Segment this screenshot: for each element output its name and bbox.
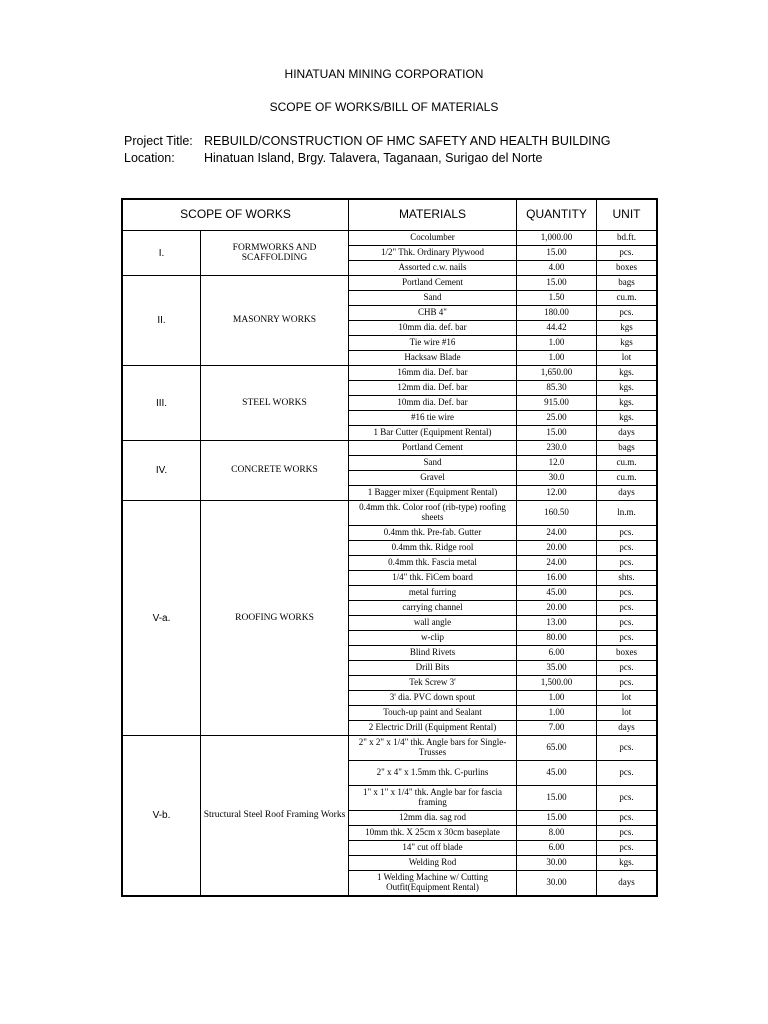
project-title-value: REBUILD/CONSTRUCTION OF HMC SAFETY AND HEALTH BUILDING [204, 134, 611, 148]
unit-cell: cu.m. [597, 456, 657, 471]
material-cell: wall angle [349, 616, 517, 631]
header-quantity: QUANTITY [517, 200, 597, 231]
unit-cell: bags [597, 276, 657, 291]
material-cell: Touch-up paint and Sealant [349, 706, 517, 721]
table-row [123, 441, 657, 456]
quantity-cell: 12.00 [517, 486, 597, 501]
quantity-cell: 45.00 [517, 761, 597, 786]
material-cell: Welding Rod [349, 856, 517, 871]
table-row [123, 736, 657, 761]
material-cell: Drill Bits [349, 661, 517, 676]
quantity-cell: 24.00 [517, 556, 597, 571]
section-name: STEEL WORKS [201, 366, 349, 441]
table-body [123, 231, 657, 896]
quantity-cell: 20.00 [517, 601, 597, 616]
material-cell: 12mm dia. sag rod [349, 811, 517, 826]
project-title-row [124, 134, 611, 148]
unit-cell: boxes [597, 261, 657, 276]
material-cell: 3' dia. PVC down spout [349, 691, 517, 706]
header-unit: UNIT [597, 200, 657, 231]
unit-cell: ln.m. [597, 501, 657, 526]
section-name: CONCRETE WORKS [201, 441, 349, 501]
quantity-cell: 80.00 [517, 631, 597, 646]
material-cell: 2" x 2" x 1/4" thk. Angle bars for Single-Trusses [349, 736, 517, 761]
quantity-cell: 1.00 [517, 691, 597, 706]
quantity-cell: 30.00 [517, 856, 597, 871]
quantity-cell: 85.30 [517, 381, 597, 396]
quantity-cell: 1,000.00 [517, 231, 597, 246]
material-cell: 0.4mm thk. Ridge rool [349, 541, 517, 556]
material-cell: 1 Welding Machine w/ Cutting Outfit(Equipment Rental) [349, 871, 517, 896]
unit-cell: cu.m. [597, 291, 657, 306]
quantity-cell: 8.00 [517, 826, 597, 841]
quantity-cell: 20.00 [517, 541, 597, 556]
unit-cell: lot [597, 691, 657, 706]
unit-cell: days [597, 721, 657, 736]
quantity-cell: 1.00 [517, 706, 597, 721]
material-cell: Portland Cement [349, 276, 517, 291]
unit-cell: kgs. [597, 411, 657, 426]
section-name: Structural Steel Roof Framing Works [201, 736, 349, 896]
unit-cell: lot [597, 351, 657, 366]
material-cell: Assorted c.w. nails [349, 261, 517, 276]
unit-cell: pcs. [597, 601, 657, 616]
quantity-cell: 24.00 [517, 526, 597, 541]
unit-cell: pcs. [597, 631, 657, 646]
material-cell: 0.4mm thk. Fascia metal [349, 556, 517, 571]
material-cell: CHB 4" [349, 306, 517, 321]
bill-of-materials-table [122, 199, 657, 896]
quantity-cell: 230.0 [517, 441, 597, 456]
unit-cell: kgs. [597, 396, 657, 411]
table-row [123, 501, 657, 526]
quantity-cell: 15.00 [517, 276, 597, 291]
unit-cell: days [597, 871, 657, 896]
unit-cell: pcs. [597, 841, 657, 856]
unit-cell: kgs. [597, 381, 657, 396]
unit-cell: pcs. [597, 616, 657, 631]
quantity-cell: 44.42 [517, 321, 597, 336]
material-cell: 0.4mm thk. Pre-fab. Gutter [349, 526, 517, 541]
material-cell: Blind Rivets [349, 646, 517, 661]
quantity-cell: 30.0 [517, 471, 597, 486]
quantity-cell: 7.00 [517, 721, 597, 736]
unit-cell: pcs. [597, 661, 657, 676]
quantity-cell: 4.00 [517, 261, 597, 276]
section-name: FORMWORKS AND SCAFFOLDING [201, 231, 349, 276]
material-cell: 2 Electric Drill (Equipment Rental) [349, 721, 517, 736]
quantity-cell: 65.00 [517, 736, 597, 761]
material-cell: 12mm dia. Def. bar [349, 381, 517, 396]
company-name: HINATUAN MINING CORPORATION [284, 67, 484, 81]
unit-cell: cu.m. [597, 471, 657, 486]
quantity-cell: 915.00 [517, 396, 597, 411]
material-cell: 1/2" Thk. Ordinary Plywood [349, 246, 517, 261]
unit-cell: pcs. [597, 786, 657, 811]
quantity-cell: 6.00 [517, 841, 597, 856]
header-materials: MATERIALS [349, 200, 517, 231]
section-number: IV. [123, 441, 201, 501]
unit-cell: pcs. [597, 811, 657, 826]
quantity-cell: 25.00 [517, 411, 597, 426]
quantity-cell: 13.00 [517, 616, 597, 631]
table-row [123, 231, 657, 246]
material-cell: Sand [349, 291, 517, 306]
project-title-label: Project Title: [124, 134, 193, 148]
unit-cell: days [597, 486, 657, 501]
material-cell: Sand [349, 456, 517, 471]
quantity-cell: 15.00 [517, 426, 597, 441]
material-cell: 2" x 4" x 1.5mm thk. C-purlins [349, 761, 517, 786]
unit-cell: boxes [597, 646, 657, 661]
table-row [123, 276, 657, 291]
material-cell: Tie wire #16 [349, 336, 517, 351]
quantity-cell: 160.50 [517, 501, 597, 526]
material-cell: 0.4mm thk. Color roof (rib-type) roofing sheets [349, 501, 517, 526]
quantity-cell: 16.00 [517, 571, 597, 586]
quantity-cell: 35.00 [517, 661, 597, 676]
quantity-cell: 15.00 [517, 246, 597, 261]
quantity-cell: 12.0 [517, 456, 597, 471]
unit-cell: pcs. [597, 541, 657, 556]
material-cell: Portland Cement [349, 441, 517, 456]
unit-cell: pcs. [597, 761, 657, 786]
unit-cell: pcs. [597, 246, 657, 261]
unit-cell: lot [597, 706, 657, 721]
table-row [123, 366, 657, 381]
quantity-cell: 15.00 [517, 786, 597, 811]
material-cell: 1 Bagger mixer (Equipment Rental) [349, 486, 517, 501]
unit-cell: kgs. [597, 366, 657, 381]
section-name: ROOFING WORKS [201, 501, 349, 736]
unit-cell: bags [597, 441, 657, 456]
material-cell: 10mm dia. def. bar [349, 321, 517, 336]
quantity-cell: 1,500.00 [517, 676, 597, 691]
material-cell: #16 tie wire [349, 411, 517, 426]
quantity-cell: 15.00 [517, 811, 597, 826]
material-cell: Cocolumber [349, 231, 517, 246]
section-number: II. [123, 276, 201, 366]
material-cell: 1/4" thk. FiCem board [349, 571, 517, 586]
unit-cell: pcs. [597, 676, 657, 691]
unit-cell: pcs. [597, 526, 657, 541]
quantity-cell: 30.00 [517, 871, 597, 896]
unit-cell: pcs. [597, 586, 657, 601]
quantity-cell: 6.00 [517, 646, 597, 661]
unit-cell: pcs. [597, 826, 657, 841]
document-heading: SCOPE OF WORKS/BILL OF MATERIALS [269, 100, 499, 114]
unit-cell: pcs. [597, 306, 657, 321]
unit-cell: pcs. [597, 736, 657, 761]
quantity-cell: 1.00 [517, 336, 597, 351]
material-cell: 14" cut off blade [349, 841, 517, 856]
unit-cell: kgs [597, 336, 657, 351]
unit-cell: shts. [597, 571, 657, 586]
location-value: Hinatuan Island, Brgy. Talavera, Taganaan, Surigao del Norte [204, 151, 543, 165]
material-cell: metal furring [349, 586, 517, 601]
material-cell: 10mm dia. Def. bar [349, 396, 517, 411]
unit-cell: kgs. [597, 856, 657, 871]
unit-cell: days [597, 426, 657, 441]
section-number: V-a. [123, 501, 201, 736]
location-label: Location: [124, 151, 175, 165]
section-name: MASONRY WORKS [201, 276, 349, 366]
material-cell: w-clip [349, 631, 517, 646]
unit-cell: bd.ft. [597, 231, 657, 246]
material-cell: 10mm thk. X 25cm x 30cm baseplate [349, 826, 517, 841]
material-cell: carrying channel [349, 601, 517, 616]
material-cell: Tek Screw 3' [349, 676, 517, 691]
section-number: I. [123, 231, 201, 276]
section-number: V-b. [123, 736, 201, 896]
material-cell: 16mm dia. Def. bar [349, 366, 517, 381]
material-cell: 1" x 1" x 1/4" thk. Angle bar for fascia framing [349, 786, 517, 811]
header-scope-of-works: SCOPE OF WORKS [123, 200, 349, 231]
unit-cell: kgs [597, 321, 657, 336]
material-cell: Gravel [349, 471, 517, 486]
quantity-cell: 45.00 [517, 586, 597, 601]
quantity-cell: 1,650.00 [517, 366, 597, 381]
section-number: III. [123, 366, 201, 441]
location-row [124, 151, 542, 165]
table-header-row [123, 200, 657, 231]
quantity-cell: 180.00 [517, 306, 597, 321]
material-cell: 1 Bar Cutter (Equipment Rental) [349, 426, 517, 441]
quantity-cell: 1.50 [517, 291, 597, 306]
quantity-cell: 1.00 [517, 351, 597, 366]
material-cell: Hacksaw Blade [349, 351, 517, 366]
unit-cell: pcs. [597, 556, 657, 571]
